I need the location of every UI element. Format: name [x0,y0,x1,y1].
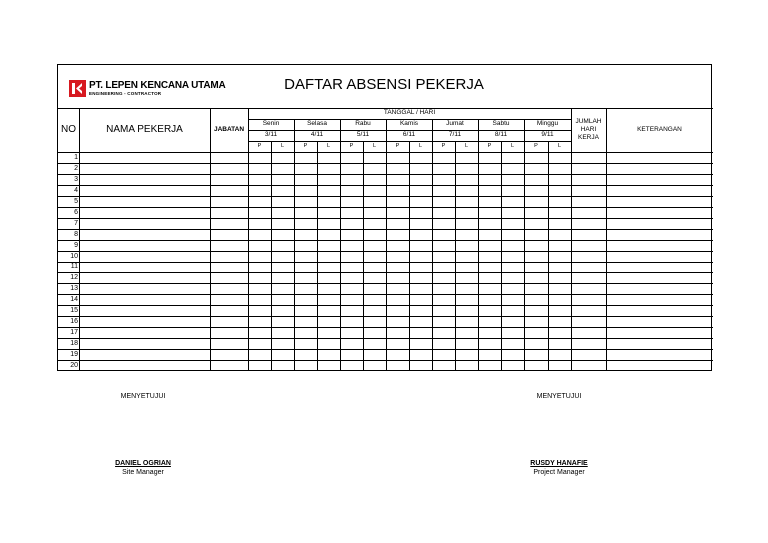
day-column-line [524,119,525,371]
row-number: 4 [74,186,78,194]
row-number: 9 [74,241,78,249]
pl-column-line [409,141,410,371]
l-label: L [280,142,285,149]
row-number: 5 [74,197,78,205]
day-label: Rabu [355,120,371,128]
right-approval-label: MENYETUJUI [536,393,582,400]
date-label: 6/11 [402,131,416,139]
l-label: L [557,142,562,149]
row-number: 1 [74,153,78,161]
day-column-line [340,119,341,371]
column-header-keterangan: KETERANGAN [637,125,682,133]
right-signer-role: Project Manager [533,469,585,476]
left-signature [73,393,213,476]
row-number: 14 [70,296,78,304]
row-number: 7 [74,219,78,227]
l-label: L [464,142,469,149]
date-label: 3/11 [264,131,278,139]
row-number: 8 [74,230,78,238]
date-label: 7/11 [448,131,462,139]
jumlah-label-line: JUMLAH [575,118,602,126]
day-column-line [386,119,387,371]
date-label: 8/11 [494,131,508,139]
column-header-jumlah [571,108,606,152]
left-signer-name: DANIEL OGRIAN [115,460,171,467]
p-label: P [487,142,492,149]
day-column-line [294,119,295,371]
day-column-line [478,119,479,371]
l-label: L [510,142,515,149]
p-label: P [303,142,308,149]
date-label: 9/11 [541,131,554,139]
l-label: L [372,142,377,149]
row-number: 17 [70,329,78,337]
day-column-line [432,119,433,371]
pl-column-line [548,141,549,371]
day-label: Jumat [446,120,464,128]
column-header-nama: NAMA PEKERJA [106,124,183,135]
day-label: Sabtu [492,120,510,128]
pl-column-line [455,141,456,371]
day-label: Selasa [307,120,327,128]
row-number: 16 [70,318,78,326]
row-number: 19 [70,351,78,359]
column-header-tanggal: TANGGAL / HARI [383,109,436,117]
column-header-jabatan: JABATAN [213,125,245,133]
day-label: Senin [262,120,280,128]
p-label: P [534,142,538,149]
pl-column-line [317,141,318,371]
left-signer-role: Site Manager [122,469,164,476]
pl-column-line [501,141,502,371]
day-label: Kamis [399,120,419,128]
date-label: 5/11 [356,131,370,139]
row-number: 18 [70,340,78,348]
row-number: 15 [70,307,78,315]
row-number: 6 [74,208,78,216]
company-name: PT. LEPEN KENCANA UTAMA [89,79,226,91]
pl-column-line [363,141,364,371]
row-number: 3 [74,175,78,183]
attendance-table [57,64,712,371]
l-label: L [326,142,331,149]
row-number: 11 [70,263,78,271]
row-number: 2 [74,164,78,172]
p-label: P [441,142,446,149]
company-subtitle: ENGINEERING - CONTRACTOR [89,90,162,96]
l-label: L [418,142,423,149]
jumlah-label-line: HARI [580,126,597,134]
p-label: P [349,142,354,149]
row-number: 12 [70,274,78,282]
right-signature [489,393,629,476]
page-title: DAFTAR ABSENSI PEKERJA [284,76,484,93]
pl-column-line [271,141,272,371]
column-header-no: NO [61,124,76,135]
left-approval-label: MENYETUJUI [120,393,166,400]
row-number: 20 [70,362,78,370]
p-label: P [395,142,400,149]
date-label: 4/11 [310,131,324,139]
row-number: 10 [70,252,78,260]
row-number: 13 [70,285,78,293]
p-label: P [257,142,262,149]
jumlah-label-line: KERJA [578,133,599,141]
day-label: Minggu [536,120,559,128]
right-signer-name: RUSDY HANAFIE [530,460,588,467]
